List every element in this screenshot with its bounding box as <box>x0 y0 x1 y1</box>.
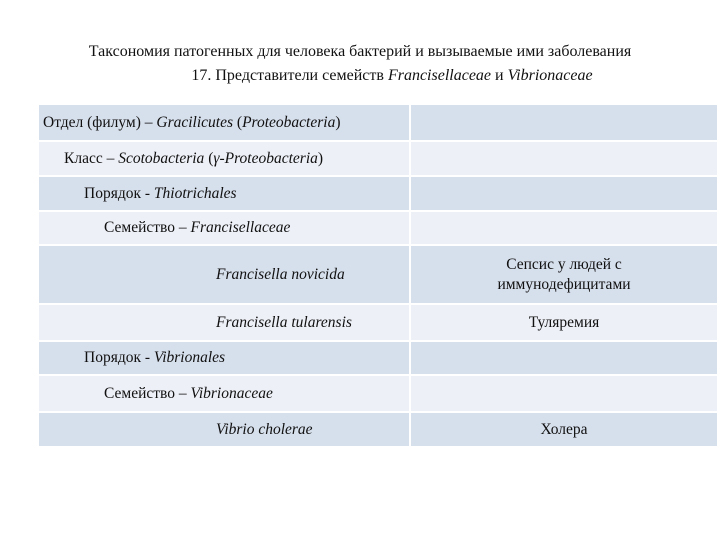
table-row <box>38 341 718 375</box>
table-row <box>38 141 718 176</box>
taxonomy-table <box>37 103 719 448</box>
table-row <box>38 245 718 304</box>
disease-cell <box>410 341 718 375</box>
family-cell: Семейство – Vibrionaceae <box>38 375 410 412</box>
species-cell: Vibrio cholerae <box>38 412 410 447</box>
disease-cell <box>410 211 718 245</box>
title-line-1: Таксономия патогенных для человека бактерий и вызываемые ими заболевания <box>88 43 632 60</box>
family-cell: Семейство – Francisellaceae <box>38 211 410 245</box>
species-cell: Francisella novicida <box>38 245 410 304</box>
table-row <box>38 176 718 211</box>
disease-cell <box>410 141 718 176</box>
order-cell: Порядок - Vibrionales <box>38 341 410 375</box>
disease-cell <box>410 104 718 141</box>
disease-cell <box>410 176 718 211</box>
table-row <box>38 375 718 412</box>
species-cell: Francisella tularensis <box>38 304 410 341</box>
disease-cell <box>410 375 718 412</box>
class-cell: Класс – Scotobacteria (γ-Proteobacteria) <box>38 141 410 176</box>
title-line-2: 17. Представители семейств Francisellaceae и Vibrionaceae <box>191 67 593 84</box>
table-row <box>38 412 718 447</box>
order-cell: Порядок - Thiotrichales <box>38 176 410 211</box>
phylum-cell: Отдел (филум) – Gracilicutes (Proteobacteria) <box>38 104 410 141</box>
page-title <box>0 40 720 88</box>
disease-cell: Холера <box>410 412 718 447</box>
table-row <box>38 304 718 341</box>
table-row <box>38 104 718 141</box>
disease-cell: Сепсис у людей с иммунодефицитами <box>410 245 718 304</box>
table-row <box>38 211 718 245</box>
disease-cell: Туляремия <box>410 304 718 341</box>
